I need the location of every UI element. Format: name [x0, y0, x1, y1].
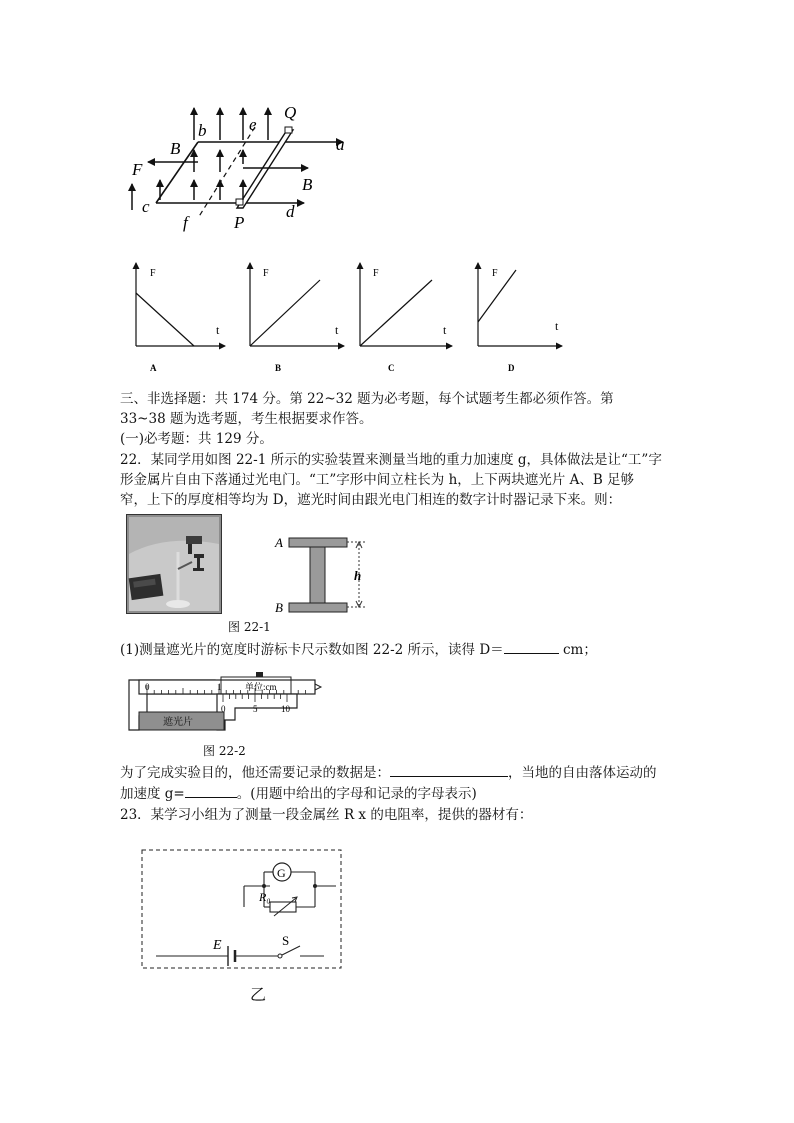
- section-line-3: (一)必考题：共 129 分。: [120, 431, 273, 447]
- q22-line-3: 窄，上下的厚度相等均为 D，遮光时间由跟光电门相连的数字计时器记录下来。则：: [120, 492, 622, 508]
- circuit-caption: 乙: [250, 985, 267, 1004]
- label-d: d: [286, 202, 295, 221]
- dashed-line-ef: [198, 127, 255, 218]
- svg-text:t: t: [216, 323, 220, 337]
- q22-line-1: 22．某同学用如图 22-1 所示的实验装置来测量当地的重力加速度 g，具体做法是让“工”字: [120, 452, 662, 468]
- svg-text:单位:cm: 单位:cm: [245, 682, 277, 692]
- graph-b: [250, 263, 344, 373]
- svg-text:A: A: [150, 363, 157, 373]
- rail-magnetic-field-figure: [118, 100, 358, 235]
- svg-text:F: F: [373, 268, 379, 279]
- answer-blank-data[interactable]: [390, 763, 508, 777]
- label-shading-piece: 遮光片: [163, 717, 193, 728]
- svg-text:F: F: [150, 268, 156, 279]
- svg-text:E: E: [213, 938, 222, 953]
- force-time-graphs: [120, 258, 580, 378]
- label-c: c: [142, 197, 150, 216]
- rheostat-r0: [270, 902, 296, 912]
- apparatus-photo: [126, 514, 222, 614]
- rod-end-p: [236, 199, 243, 205]
- i-shaped-piece-diagram: [268, 530, 383, 620]
- svg-text:S: S: [282, 933, 290, 948]
- svg-text:0: 0: [221, 704, 226, 714]
- graph-c: [360, 263, 452, 373]
- svg-text:0: 0: [145, 682, 150, 692]
- q22-part-3: 加速度 g= 。(用题中给出的字母和记录的字母表示): [120, 786, 477, 802]
- label-p: P: [234, 213, 245, 232]
- label-q: Q: [284, 103, 297, 122]
- svg-text:10: 10: [281, 704, 290, 714]
- svg-text:1: 1: [217, 682, 222, 692]
- q22-part-2: 为了完成实验目的，他还需要记录的数据是： ，当地的自由落体运动的: [120, 765, 657, 781]
- fig-22-2-caption: 图 22-2: [203, 744, 246, 758]
- svg-text:B: B: [275, 363, 282, 373]
- svg-text:F: F: [263, 268, 269, 279]
- graph-d: [478, 263, 562, 373]
- circuit-diagram: [140, 848, 345, 998]
- svg-text:C: C: [388, 363, 395, 373]
- label-a-plate: A: [275, 535, 283, 550]
- label-f-force: F: [132, 160, 143, 179]
- svg-text:5: 5: [253, 704, 258, 714]
- label-h: h: [354, 568, 362, 583]
- svg-text:D: D: [508, 363, 515, 373]
- label-b: b: [198, 121, 207, 140]
- svg-text:G: G: [277, 866, 286, 880]
- q23-line-1: 23．某学习小组为了测量一段金属丝 R x 的电阻率，提供的器材有：: [120, 807, 533, 823]
- svg-text:F: F: [492, 268, 498, 279]
- rod-end-q: [285, 127, 292, 133]
- section-line-2: 33~38 题为选考题，考生根据要求作答。: [120, 411, 373, 427]
- label-a: a: [336, 135, 345, 154]
- label-b-plate: B: [275, 600, 283, 615]
- section-line-1: 三、非选择题：共 174 分。第 22~32 题为必考题，每个试题考生都必须作答。第: [120, 391, 614, 407]
- label-f: f: [183, 213, 188, 232]
- label-b-left: B: [170, 139, 181, 158]
- answer-blank-g[interactable]: [185, 784, 237, 798]
- q22-line-2: 形金属片自由下落通过光电门。“工”字形中间立柱长为 h，上下两块遮光片 A、B 足够: [120, 472, 635, 488]
- answer-blank-d[interactable]: [504, 640, 559, 654]
- q22-part-1: (1)测量遮光片的宽度时游标卡尺示数如图 22-2 所示，读得 D＝ cm；: [120, 642, 597, 658]
- fig-22-1-caption: 图 22-1: [228, 620, 271, 634]
- vernier-caliper: [125, 668, 325, 744]
- label-b-right: B: [302, 175, 313, 194]
- svg-text:t: t: [443, 323, 447, 337]
- svg-text:t: t: [335, 323, 339, 337]
- label-e: e: [249, 115, 257, 134]
- graph-a: [136, 263, 225, 373]
- svg-text:R₀: R₀: [259, 890, 271, 904]
- svg-text:t: t: [555, 319, 559, 333]
